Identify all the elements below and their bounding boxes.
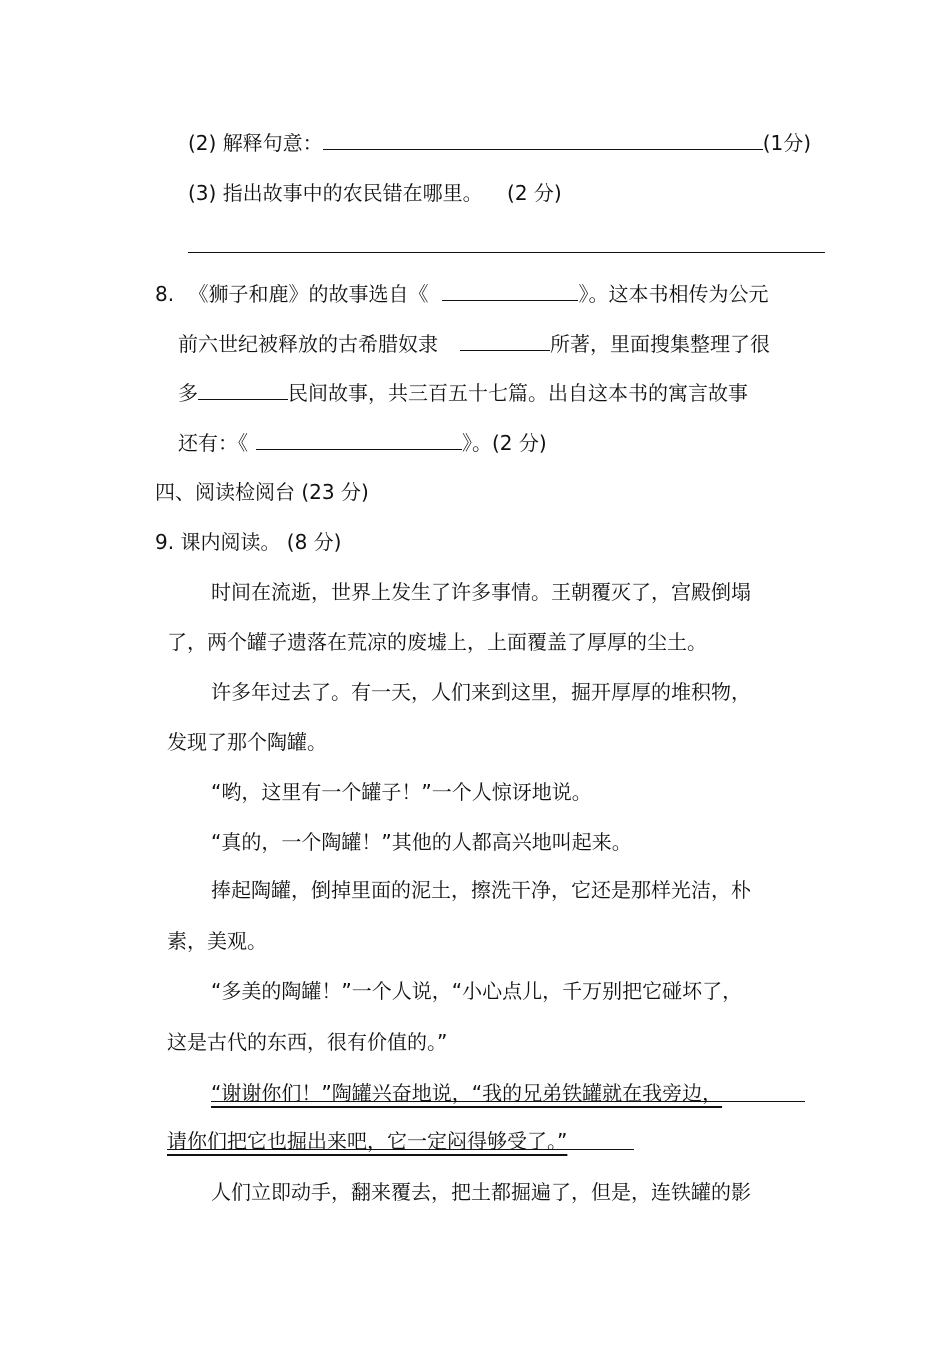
q7-sub3-text: (3) 指出故事中的农民错在哪里。 (188, 181, 483, 205)
section-4-heading: 四、阅读检阅台 (23 分) (155, 480, 369, 504)
passage-line: “哟，这里有一个罐子！”一个人惊讶地说。 (211, 780, 592, 804)
q8-number: 8. (155, 282, 175, 306)
q8-text-4a: 还有：《 (178, 431, 248, 455)
passage-line: 这是古代的东西，很有价值的。” (167, 1030, 448, 1054)
q8-line-2 (178, 330, 770, 357)
passage-line: 捧起陶罐，倒掉里面的泥土，擦洗干净，它还是那样光洁，朴 (211, 878, 751, 902)
passage-line: 发现了那个陶罐。 (167, 730, 327, 754)
q8-text-1b: 》。这本书相传为公元 (578, 282, 769, 306)
q7-sub3-line (188, 180, 562, 206)
q8-line-1 (155, 280, 768, 307)
answer-line-sub3[interactable] (188, 252, 825, 253)
answer-blank-origin[interactable] (198, 379, 288, 400)
passage-line: 素，美观。 (167, 929, 267, 953)
q7-sub3-score: (2 分) (507, 181, 562, 205)
q7-sub2-line (188, 129, 811, 156)
passage-line: 时间在流逝，世界上发生了许多事情。王朝覆灭了，宫殿倒塌 (211, 580, 751, 604)
passage-line: “多美的陶罐！”一个人说，“小心点儿，千万别把它碰坏了， (211, 979, 743, 1003)
answer-blank-author[interactable] (460, 330, 550, 351)
q8-line-3 (178, 379, 748, 406)
passage-line: “真的，一个陶罐！”其他的人都高兴地叫起来。 (211, 830, 632, 854)
q8-line-4 (178, 429, 547, 456)
answer-blank-fables[interactable] (256, 429, 462, 450)
q8-text-2b: 所著，里面搜集整理了很 (550, 332, 770, 356)
passage-line: 许多年过去了。有一天，人们来到这里，掘开厚厚的堆积物， (211, 680, 751, 704)
q8-text-1a: 《狮子和鹿》的故事选自《 (188, 282, 429, 306)
underline-rule-2 (167, 1149, 634, 1150)
q7-sub2-prefix: (2) 解释句意： (188, 131, 323, 155)
passage-line: 了，两个罐子遗落在荒凉的废墟上，上面覆盖了厚厚的尘土。 (167, 630, 707, 654)
q8-text-2a: 前六世纪被释放的古希腊奴隶 (178, 332, 438, 356)
answer-blank-sub2[interactable] (323, 129, 763, 150)
answer-blank-book[interactable] (442, 280, 578, 301)
q8-text-3b: 民间故事，共三百五十七篇。出自这本书的寓言故事 (288, 381, 748, 405)
underlined-sentence-line-1: “谢谢你们！”陶罐兴奋地说，“我的兄弟铁罐就在我旁边， (211, 1081, 723, 1105)
q8-text-3a: 多 (178, 381, 198, 405)
q8-text-4b: 》。(2 分) (462, 431, 547, 455)
passage-line: 人们立即动手，翻来覆去，把土都掘遍了，但是，连铁罐的影 (211, 1180, 751, 1204)
q9-title: 9. 课内阅读。 (8 分) (155, 530, 342, 554)
underline-rule-1 (211, 1101, 805, 1102)
underlined-sentence-line-2: 请你们把它也掘出来吧，它一定闷得够受了。” (167, 1129, 568, 1153)
q7-sub2-score: (1分) (762, 131, 812, 155)
